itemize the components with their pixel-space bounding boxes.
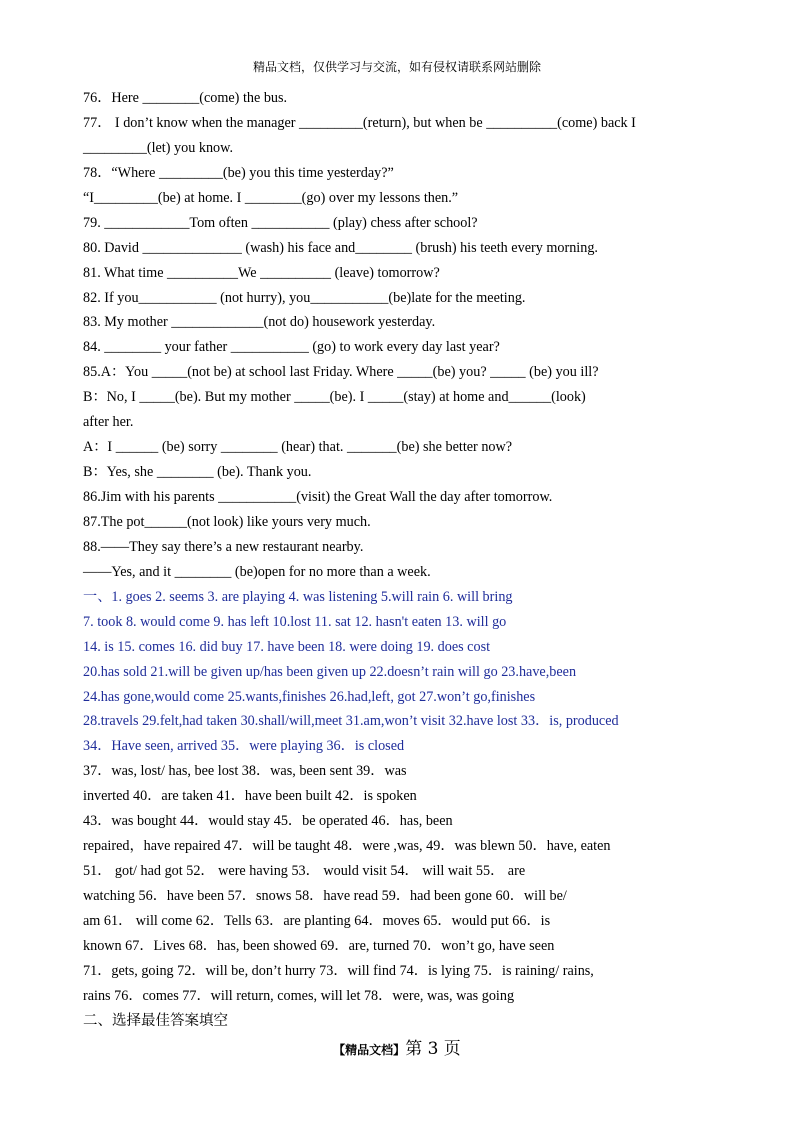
answer-line: 7. took 8. would come 9. has left 10.lost 11. sat 12. hasn't eaten 13. will go [83, 613, 507, 630]
exercise-line: watching 56．have been 57．snows 58．have read 59．had been gone 60．will be/ [83, 888, 567, 904]
exercise-line: 84. ________ your father ___________ (go) to work every day last year? [83, 339, 500, 356]
page-number: 第 3 页 [405, 1039, 461, 1059]
section-title: 二、选择最佳答案填空 [83, 1012, 228, 1029]
answer-line: 34．Have seen, arrived 35．were playing 36．is closed [83, 738, 405, 755]
exercise-line: known 67．Lives 68．has, been showed 69．are, turned 70．won’t go, have seen [83, 937, 555, 954]
exercise-line: 43．was bought 44．would stay 45．be operated 46．has, been [83, 813, 453, 830]
exercise-line: 86.Jim with his parents ___________(visit) the Great Wall the day after tomorrow. [83, 489, 553, 505]
exercise-line: B：Yes, she ________ (be). Thank you. [83, 464, 312, 481]
answer-line: 一、1. goes 2. seems 3. are playing 4. was listening 5.will rain 6. will bring [83, 588, 513, 605]
answer-line: 24.has gone,would come 25.wants,finishes 26.had,left, got 27.won’t go,finishes [83, 688, 536, 705]
exercise-line: ——Yes, and it ________ (be)open for no more than a week. [83, 563, 431, 580]
exercise-line: 79. ____________Tom often ___________ (play) chess after school? [83, 214, 478, 231]
exercise-line: A：I ______ (be) sorry ________ (hear) that. _______(be) she better now? [83, 439, 513, 456]
answer-line: 28.travels 29.felt,had taken 30.shall/will,meet 31.am,won’t visit 32.have lost 33．is, produced [83, 713, 619, 730]
exercise-line: 51． got/ had got 52． were having 53． would visit 54． will wait 55． are [83, 863, 526, 880]
exercise-line: 88.——They say there’s a new restaurant nearby. [83, 538, 364, 555]
exercise-line: 78．“Where _________(be) you this time yesterday?” [83, 164, 394, 181]
exercise-line: _________(let) you know. [83, 139, 234, 156]
page-header: 精品文档，仅供学习与交流，如有侵权请联系网站删除 [252, 60, 541, 74]
exercise-line: 71．gets, going 72．will be, don’t hurry 73．will find 74．is lying 75．is raining/ rains, [83, 962, 594, 979]
exercise-line: 81. What time __________We __________ (leave) tomorrow? [83, 264, 440, 281]
exercise-line: 85.A：You _____(not be) at school last Friday. Where _____(be) you? _____ (be) you ill? [83, 364, 599, 381]
exercise-line: am 61． will come 62．Tells 63．are planting 64．moves 65．would put 66．is [83, 912, 551, 929]
exercise-line: “I_________(be) at home. I ________(go) over my lessons then.” [83, 189, 459, 206]
exercise-line: rains 76．comes 77．will return, comes, will let 78．were, was, was going [83, 987, 515, 1004]
exercise-line: 87.The pot______(not look) like yours very much. [83, 513, 371, 530]
exercise-line: 83. My mother _____________(not do) housework yesterday. [83, 314, 436, 331]
answer-line: 14. is 15. comes 16. did buy 17. have been 18. were doing 19. does cost [83, 638, 491, 655]
exercise-line: 80. David ______________ (wash) his face and________ (brush) his teeth every morning. [83, 239, 598, 256]
page-footer [0, 1034, 794, 1059]
exercise-line: inverted 40．are taken 41．have been built 42．is spoken [83, 788, 417, 805]
exercise-line: 76．Here ________(come) the bus. [83, 90, 288, 106]
document-body [83, 86, 723, 1034]
exercise-line: 37．was, lost/ has, bee lost 38．was, been sent 39．was [83, 763, 407, 780]
exercise-line: B：No, I _____(be). But my mother _____(be). I _____(stay) at home and______(look) [83, 389, 586, 406]
exercise-line: 82. If you___________ (not hurry), you___________(be)late for the meeting. [83, 289, 526, 306]
footer-tag: 【精品文档】 [333, 1043, 406, 1057]
exercise-line: repaired，have repaired 47．will be taught 48．were ,was, 49．was blewn 50．have, eaten [83, 838, 611, 855]
exercise-line: after her. [83, 414, 134, 431]
exercise-line: 77． I don’t know when the manager _________(return), but when be __________(come) back I [83, 114, 636, 131]
answer-line: 20.has sold 21.will be given up/has been given up 22.doesn’t rain will go 23.have,been [83, 663, 577, 680]
